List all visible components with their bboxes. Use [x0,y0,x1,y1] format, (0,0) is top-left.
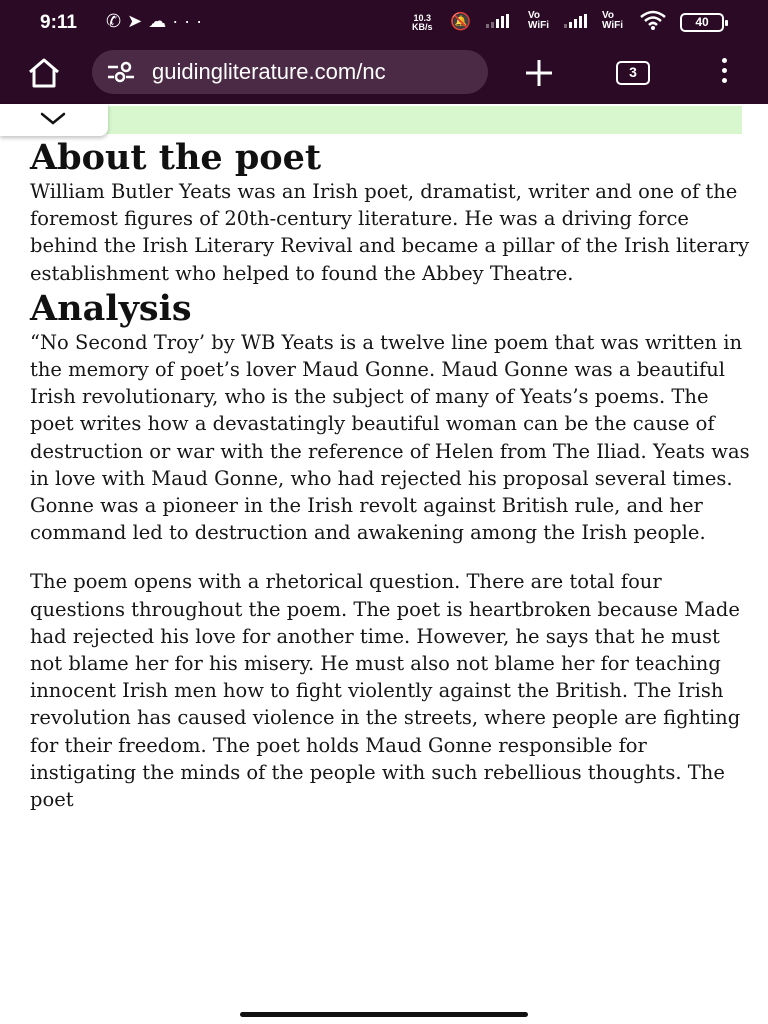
site-settings-icon[interactable] [106,60,136,84]
dot-icon [722,78,727,83]
vowifi-label: Vo [602,10,615,21]
analysis-paragraph: The poem opens with a rhetorical question. There are total four questions throughout the poem. The poet is heartbroken because Made had rejected his love for another time. However, he says that he must not blame her for his misery. He must also not blame her for teaching innocent Irish men how to fight violently against the British. The Irish revolution has caused violence in the streets, where people are fighting for their freedom. The poet holds Maud Gonne responsible for instigating the minds of the people with such rebellious thoughts. The poet [30,570,741,812]
chevron-down-icon [40,112,66,126]
browser-chrome [0,0,768,104]
telegram-icon: ➤ [127,11,149,31]
home-button[interactable] [24,56,64,90]
home-icon [24,56,64,90]
gesture-nav-handle[interactable] [240,1012,528,1017]
paragraph-spacer [30,546,750,568]
vowifi-icon [528,11,549,31]
mute-icon: 🔕 [450,12,472,31]
collapse-ad-button[interactable] [0,104,108,136]
notification-icons [106,11,208,32]
plus-icon [522,56,556,90]
analysis-heading: Analysis [30,287,192,329]
new-tab-button[interactable] [522,56,556,90]
network-speed-value: 10.3 [413,13,432,23]
signal-icon [564,14,587,28]
about-paragraph: William Butler Yeats was an Irish poet, dramatist, writer and one of the foremost figures of 20th-century literature. He was a driving force behind the Irish Literary Revival and became a pillar of the Irish literary establishment who helped to found the Abbey Theatre. [30,180,750,285]
status-bar [0,0,768,46]
dot-icon [722,68,727,73]
address-bar[interactable] [92,50,488,94]
overflow-menu-button[interactable] [714,58,734,88]
vowifi-label: WiFi [528,20,550,31]
network-speed [412,14,433,32]
ad-banner[interactable] [106,106,742,134]
url-text[interactable]: guidingliterature.com/nc [152,59,386,84]
analysis-paragraph: “No Second Troy’ by WB Yeats is a twelve line poem that was written in the memory of poet’s lover Maud Gonne. Maud Gonne was a beautiful Irish revolutionary, who is the subject of many of Yeats’s poems. The poet writes how a devastatingly beautiful woman can be the cause of destruction or war with the reference of Helen from The Iliad. Yeats was in love with Maud Gonne, who had rejected his proposal several times. Gonne was a pioneer in the Irish revolt against British rule, and her command led to destruction and awakening among the Irish people. [30,330,750,545]
signal-icon [486,14,509,28]
more-icon: ··· [172,11,209,31]
battery-indicator: 40 [680,13,724,32]
dot-icon [722,58,727,63]
status-time: 9:11 [40,12,77,33]
vowifi-icon [602,11,623,31]
vowifi-label: WiFi [602,20,624,31]
vowifi-label: Vo [528,10,541,21]
article-content [30,138,750,813]
scroll-fade [0,996,768,1024]
wifi-icon [640,10,666,36]
about-heading: About the poet [30,137,322,178]
network-speed-unit: KB/s [412,22,433,32]
cloud-icon: ☁ [148,11,173,31]
phone-icon: ✆ [106,11,128,31]
tab-switcher-button[interactable]: 3 [616,61,650,85]
